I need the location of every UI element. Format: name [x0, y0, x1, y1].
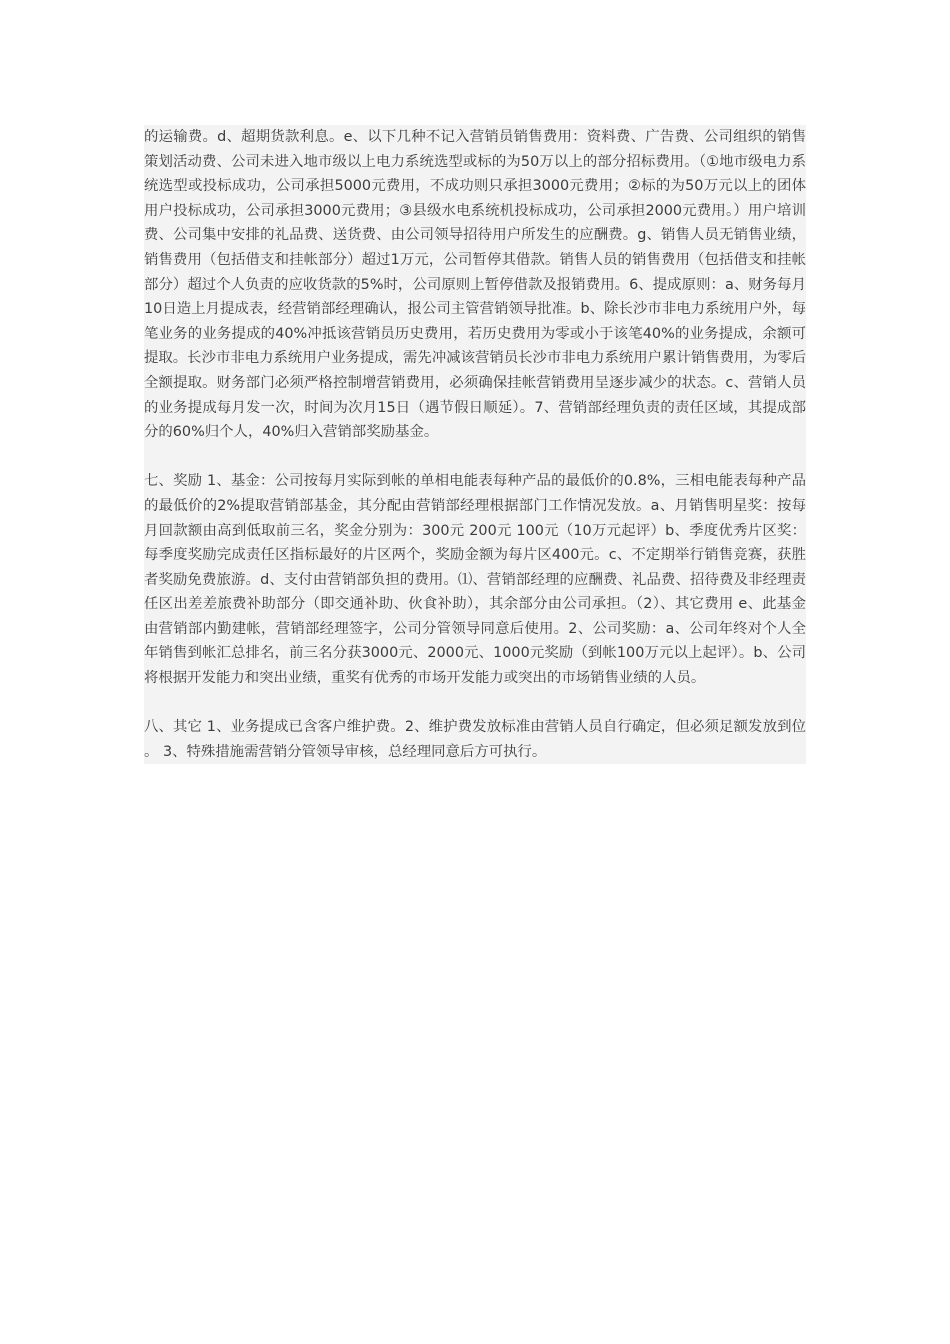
paragraph-gap [144, 445, 806, 470]
paragraph-section-7-rewards: 七、奖励 1、基金：公司按每月实际到帐的单相电能表每种产品的最低价的0.8%，三相电能表每种产品的最低价的2%提取营销部基金，其分配由营销部经理根据部门工作情况发放。a、月销售明星奖：按每月回款额由高到低取前三名，奖金分别为：300元 200元 100元（10万元起评）b、季度优秀片区奖：每季度奖励完成责任区指标最好的片区两个，奖励金额为每片区400元。c、不定期举行销售竞赛，获胜者奖励免费旅游。d、支付由营销部负担的费用。⑴、营销部经理的应酬费、礼品费、招待费及非经理责任区出差差旅费补助部分（即交通补助、伙食补助），其余部分由公司承担。（2）、其它费用 e、此基金由营销部内勤建帐，营销部经理签字，公司分管领导同意后使用。2、公司奖励：a、公司年终对个人全年销售到帐汇总排名，前三名分获3000元、2000元、1000元奖励（到帐100万元以上起评）。b、公司将根据开发能力和突出业绩，重奖有优秀的市场开发能力或突出的市场销售业绩的人员。 [144, 473, 806, 687]
paragraph-section-8-other: 八、其它 1、业务提成已含客户维护费。2、维护费发放标准由营销人员自行确定，但必须足额发放到位。 3、特殊措施需营销分管领导审核，总经理同意后方可执行。 [144, 719, 806, 760]
document-body [144, 125, 806, 764]
paragraph-gap [144, 691, 806, 716]
paragraph-sales-expenses: 的运输费。d、超期货款利息。e、以下几种不记入营销员销售费用：资料费、广告费、公司组织的销售策划活动费、公司未进入地市级以上电力系统选型或标的为50万以上的部分招标费用。（①地市级电力系统选型或投标成功，公司承担5000元费用，不成功则只承担3000元费用；②标的为50万元以上的团体用户投标成功，公司承担3000元费用；③县级水电系统机投标成功，公司承担2000元费用。）用户培训费、公司集中安排的礼品费、送货费、由公司领导招待用户所发生的应酬费。g、销售人员无销售业绩，销售费用（包括借支和挂帐部分）超过1万元，公司暂停其借款。销售人员的销售费用（包括借支和挂帐部分）超过个人负责的应收货款的5%时，公司原则上暂停借款及报销费用。6、提成原则：a、财务每月10日造上月提成表，经营销部经理确认，报公司主管营销领导批准。b、除长沙市非电力系统用户外，每笔业务的业务提成的40%冲抵该营销员历史费用，若历史费用为零或小于该笔40%的业务提成，余额可提取。长沙市非电力系统用户业务提成，需先冲减该营销员长沙市非电力系统用户累计销售费用，为零后全额提取。财务部门必须严格控制增营销费用，必须确保挂帐营销费用呈逐步减少的状态。c、营销人员的业务提成每月发一次，时间为次月15日（遇节假日顺延）。7、营销部经理负责的责任区域，其提成部分的60%归个人，40%归入营销部奖励基金。 [144, 129, 806, 441]
